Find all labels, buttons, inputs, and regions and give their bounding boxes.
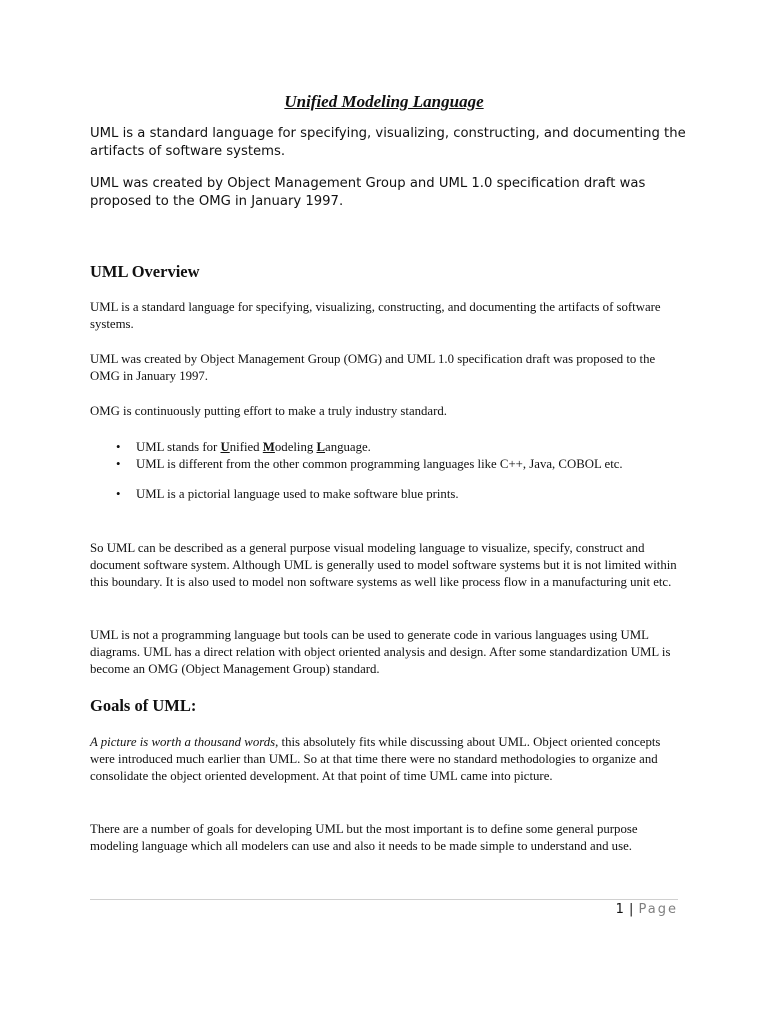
bullet-text: UML is different from the other common programming languages like C++, Java, COBOL etc. — [136, 457, 623, 471]
bullet-text: anguage. — [325, 440, 371, 454]
footer-divider — [90, 899, 678, 900]
document-title: Unified Modeling Language — [284, 92, 484, 111]
bullet-icon: • — [116, 457, 121, 471]
bullet-item-uml-acronym — [90, 439, 686, 456]
bullet-item-different-languages — [90, 456, 686, 473]
bullet-text: odeling — [274, 440, 317, 454]
goals-paragraph-2: There are a number of goals for developing UML but the most important is to define some general purpose modeling language which all modelers can use and also it needs to be made simple to understand and use. — [90, 822, 638, 853]
page-number: 1 — [615, 902, 625, 917]
overview-bullet-list — [90, 439, 686, 503]
bullet-icon: • — [116, 440, 121, 454]
bullet-text: UML stands for — [136, 440, 221, 454]
page-label: Page — [638, 902, 678, 917]
bullet-text: UML is a pictorial language used to make software blue prints. — [136, 487, 459, 501]
bullet-text: nified — [229, 440, 263, 454]
page-separator: | — [628, 902, 634, 917]
goals-paragraph-1-text: , this absolutely fits while discussing about UML. Object oriented concepts were introduced much earlier than UML. So at that time there were no standard methodologies to organize and consolidate the object oriented development. At that point of time UML came into picture. — [90, 735, 661, 783]
overview-paragraph-2: UML was created by Object Management Group (OMG) and UML 1.0 specification draft was proposed to the OMG in January 1997. — [90, 352, 656, 383]
bullet-icon: • — [116, 487, 121, 501]
acronym-letter-u: U — [220, 440, 230, 454]
acronym-letter-m: M — [262, 440, 275, 454]
overview-paragraph-5: UML is not a programming language but tools can be used to generate code in various languages using UML diagrams. UML has a direct relation with object oriented analysis and design. After some standardization UML is become an OMG (Object Management Group) standard. — [90, 628, 671, 676]
acronym-letter-l: L — [316, 440, 326, 454]
goals-quote: A picture is worth a thousand words — [90, 735, 276, 749]
intro-paragraph-1: UML is a standard language for specifying, visualizing, constructing, and documenting the artifacts of software systems. — [90, 126, 686, 159]
overview-paragraph-3: OMG is continuously putting effort to make a truly industry standard. — [90, 404, 447, 418]
overview-paragraph-4: So UML can be described as a general purpose visual modeling language to visualize, specify, construct and document software system. Although UML is generally used to model software systems but it is not limited within this boundary. It is also used to model non software systems as well like process flow in a manufacturing unit etc. — [90, 541, 677, 589]
page-footer — [90, 902, 678, 917]
heading-uml-overview: UML Overview — [90, 262, 200, 281]
goals-paragraph-1 — [90, 734, 686, 785]
intro-paragraph-2: UML was created by Object Management Group and UML 1.0 specification draft was proposed to the OMG in January 1997. — [90, 176, 646, 209]
overview-paragraph-1: UML is a standard language for specifying, visualizing, constructing, and documenting the artifacts of software systems. — [90, 300, 661, 331]
bullet-item-pictorial — [90, 486, 686, 503]
heading-goals-of-uml: Goals of UML: — [90, 696, 197, 715]
